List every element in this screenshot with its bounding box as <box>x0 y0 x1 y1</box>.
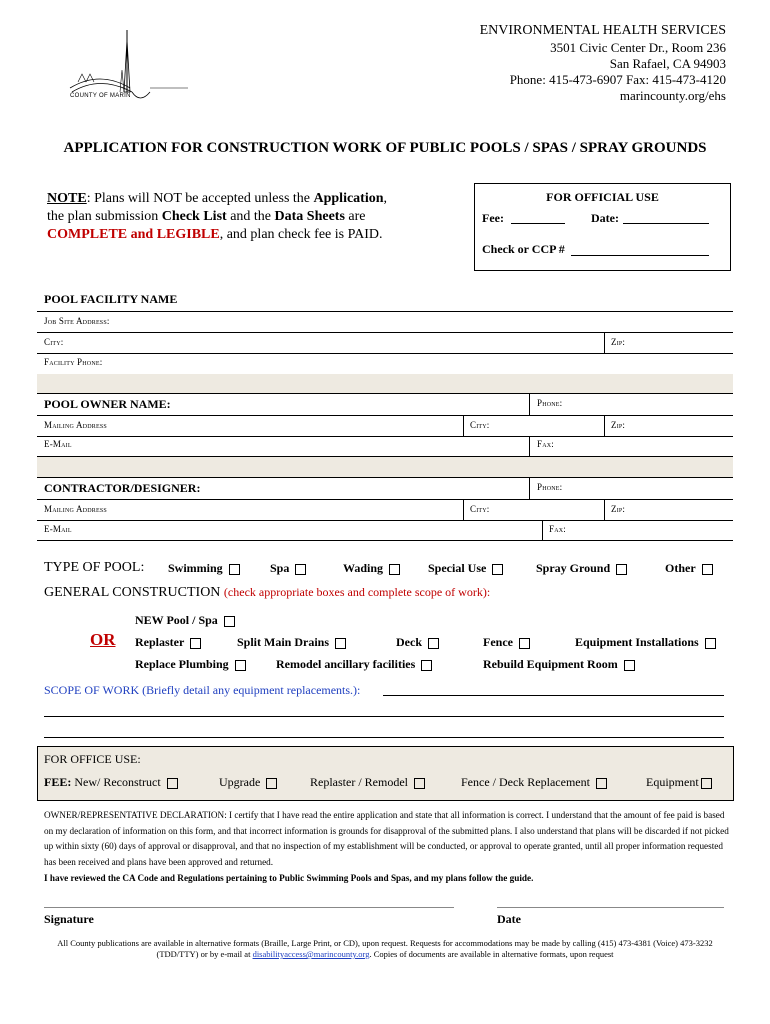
owner-zip-label: Zip: <box>611 420 626 430</box>
signature-label: Signature <box>44 912 94 926</box>
scope-line-3[interactable] <box>44 737 724 738</box>
office-equipment[interactable]: Equipment <box>646 775 712 790</box>
address-line-1: 3501 Civic Center Dr., Room 236 <box>550 40 726 55</box>
checkbox[interactable] <box>266 778 277 789</box>
contractor-email-label: E-Mail <box>44 524 72 534</box>
pool-type-other[interactable]: Other <box>665 561 713 576</box>
office-use-box <box>37 746 734 801</box>
checkbox[interactable] <box>224 616 235 627</box>
owner-phone-label: Phone: <box>537 398 563 408</box>
official-date-label: Date: <box>591 211 619 225</box>
official-use-title: FOR OFFICIAL USE <box>546 190 659 204</box>
declaration <box>44 808 734 887</box>
checkbox[interactable] <box>421 660 432 671</box>
date-label: Date <box>497 912 521 926</box>
declaration-text: OWNER/REPRESENTATIVE DECLARATION: I certify that I have read the entire application and state that all information is correct. I understand that the amount of fee paid is based on my declaration of information on this form, and that incorrect information is grounds for disapproval of the submitted plans. I also understand that plans will be discarded if not picked up within sixty (60) days of approval or disapproval, and that no inspection of my establishment will be conducted, or approval to operate granted, until all proper information requested has been received and plans have been approved and returned. <box>44 810 729 867</box>
official-date-field[interactable] <box>623 223 709 224</box>
facility-city-label: City: <box>44 337 64 347</box>
split-drains-option[interactable]: Split Main Drains <box>237 635 346 650</box>
rebuild-room-option[interactable]: Rebuild Equipment Room <box>483 657 635 672</box>
checkbox[interactable] <box>235 660 246 671</box>
owner-name-label: POOL OWNER NAME: <box>44 397 171 411</box>
contractor-phone-label: Phone: <box>537 482 563 492</box>
checkbox[interactable] <box>616 564 627 575</box>
facility-name-label: POOL FACILITY NAME <box>44 292 178 306</box>
remodel-option[interactable]: Remodel ancillary facilities <box>276 657 432 672</box>
checkbox[interactable] <box>295 564 306 575</box>
official-check-field[interactable] <box>571 255 709 256</box>
checkbox[interactable] <box>624 660 635 671</box>
owner-fax-label: Fax: <box>537 439 554 449</box>
accessibility-email-link[interactable]: disabilityaccess@marincounty.org <box>252 949 370 959</box>
pool-type-spa[interactable]: Spa <box>270 561 306 576</box>
replaster-option[interactable]: Replaster <box>135 635 201 650</box>
org-name: ENVIRONMENTAL HEALTH SERVICES <box>479 23 726 38</box>
office-upgrade[interactable]: Upgrade <box>219 775 277 790</box>
phone-fax: Phone: 415-473-6907 Fax: 415-473-4120 <box>509 72 726 87</box>
signature-line[interactable] <box>44 907 454 908</box>
checkbox[interactable] <box>428 638 439 649</box>
declaration-bold: I have reviewed the CA Code and Regulations pertaining to Public Swimming Pools and Spas, and my plans follow the guide. <box>44 873 534 883</box>
pool-type-wading[interactable]: Wading <box>343 561 400 576</box>
job-site-label: Job Site Address: <box>44 316 110 326</box>
county-logo <box>60 30 190 110</box>
checkbox[interactable] <box>519 638 530 649</box>
facility-zip-label: Zip: <box>611 337 626 347</box>
deck-option[interactable]: Deck <box>396 635 439 650</box>
general-construction: GENERAL CONSTRUCTION (check appropriate boxes and complete scope of work): <box>44 585 491 600</box>
checkbox[interactable] <box>414 778 425 789</box>
address-line-2: San Rafael, CA 94903 <box>609 56 726 71</box>
replace-plumbing-option[interactable]: Replace Plumbing <box>135 657 246 672</box>
scope-line-2[interactable] <box>44 716 724 717</box>
contractor-city-label: City: <box>470 504 490 514</box>
new-pool-option[interactable]: NEW Pool / Spa <box>135 613 235 628</box>
website[interactable]: marincounty.org/ehs <box>619 88 726 103</box>
scope-line-1[interactable] <box>383 695 724 696</box>
official-fee-label: Fee: <box>482 211 504 225</box>
contractor-label: CONTRACTOR/DESIGNER: <box>44 481 201 495</box>
date-line[interactable] <box>497 907 724 908</box>
office-fee-new[interactable]: FEE: New/ Reconstruct <box>44 775 178 790</box>
checkbox[interactable] <box>229 564 240 575</box>
facility-phone-label: Facility Phone: <box>44 357 103 367</box>
note-text: NOTE: Plans will NOT be accepted unless the Application, the plan submission Check List and the Data Sheets are COMPLETE and LEGIBLE, and plan check fee is PAID. <box>47 191 388 242</box>
logo-text: COUNTY OF MARIN <box>70 93 131 99</box>
pool-type-label: TYPE OF POOL: <box>44 560 145 575</box>
contractor-mailing-label: Mailing Address <box>44 504 107 514</box>
office-replaster[interactable]: Replaster / Remodel <box>310 775 425 790</box>
official-fee-field[interactable] <box>511 223 565 224</box>
official-use-box <box>474 183 731 271</box>
checkbox[interactable] <box>492 564 503 575</box>
fence-option[interactable]: Fence <box>483 635 530 650</box>
footer: All County publications are available in alternative formats (Braille, Large Print, or CD), upon request. Requests for accommodations may be made by calling (415) 473-4381 (Voice) 473-3232 (TDD/TTY) or by e-mail at disabilityaccess@marincounty.org. Copies of documents are available in alternative formats, upon request <box>57 938 713 959</box>
pool-type-spray-ground[interactable]: Spray Ground <box>536 561 627 576</box>
owner-city-label: City: <box>470 420 490 430</box>
contractor-zip-label: Zip: <box>611 504 626 514</box>
contractor-fax-label: Fax: <box>549 524 566 534</box>
pool-type-swimming[interactable]: Swimming <box>168 561 240 576</box>
equipment-installations-option[interactable]: Equipment Installations <box>575 635 716 650</box>
or-label: OR <box>90 630 116 649</box>
scope-label: SCOPE OF WORK (Briefly detail any equipment replacements.): <box>44 683 361 697</box>
checkbox[interactable] <box>702 564 713 575</box>
checkbox[interactable] <box>335 638 346 649</box>
checkbox[interactable] <box>701 778 712 789</box>
checkbox[interactable] <box>705 638 716 649</box>
official-check-label: Check or CCP # <box>482 242 565 256</box>
office-use-title: FOR OFFICE USE: <box>44 752 141 766</box>
pool-type-special-use[interactable]: Special Use <box>428 561 503 576</box>
office-fence[interactable]: Fence / Deck Replacement <box>461 775 607 790</box>
owner-mailing-label: Mailing Address <box>44 420 107 430</box>
checkbox[interactable] <box>190 638 201 649</box>
checkbox[interactable] <box>389 564 400 575</box>
note-label: NOTE <box>47 191 87 206</box>
form-title: APPLICATION FOR CONSTRUCTION WORK OF PUBLIC POOLS / SPAS / SPRAY GROUNDS <box>63 140 707 156</box>
owner-email-label: E-Mail <box>44 439 72 449</box>
checkbox[interactable] <box>167 778 178 789</box>
checkbox[interactable] <box>596 778 607 789</box>
